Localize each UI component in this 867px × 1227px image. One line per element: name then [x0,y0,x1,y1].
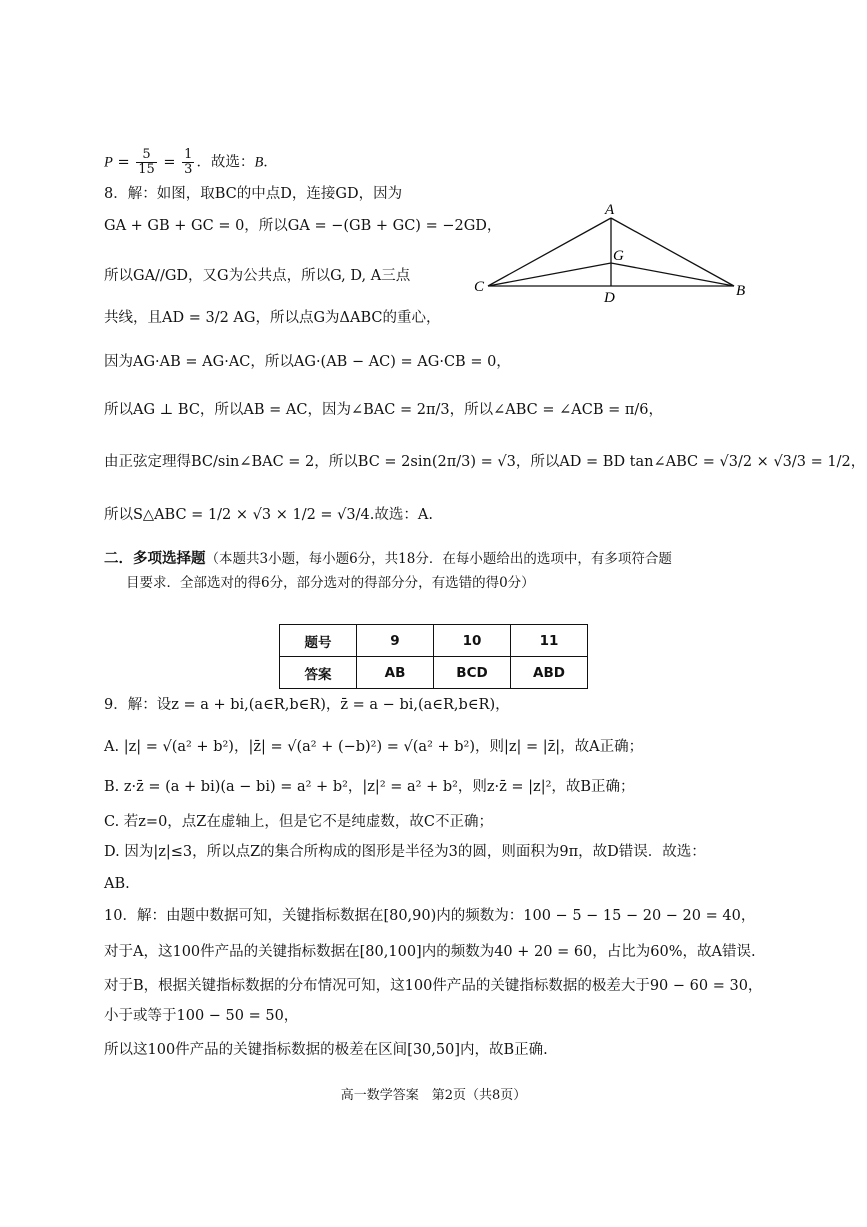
q8-sine-rule: 由正弦定理得BC/sin∠BAC = 2，所以BC = 2sin(2π/3) = √3，所以AD = BD tan∠ABC = √3/2 × √3/3 = 1/2， [104,454,866,470]
q8-vector-sum: GA + GB + GC = 0，所以GA = −(GB + GC) = −2GD， [104,218,502,234]
answer-table [279,624,588,689]
table-row [280,625,588,657]
q9-option-b: B. z·z̄ = (a + bi)(a − bi) = a² + b²，|z|² = a² + b²，则z·z̄ = |z|²，故B正确； [104,779,635,795]
q8-dot-product: 因为AG·AB = AG·AC，所以AG·(AB − AC) = AG·CB = 0， [104,354,511,370]
q10-intro: 10．解：由题中数据可知，关键指标数据在[80,90)内的频数为：100 − 5 − 15 − 20 − 20 = 40， [104,908,756,924]
label-d: D [604,290,615,306]
q9-intro: 9．解：设z = a + bi,(a∈R,b∈R)，z̄ = a − bi,(a∈R,b∈R)， [104,697,510,713]
table-cell: 11 [511,625,588,657]
q9-option-c: C. 若z=0，点Z在虚轴上，但是它不是纯虚数，故C不正确； [104,814,493,830]
table-row [280,657,588,689]
q8-angles: 所以AG ⊥ BC，所以AB = AC，因为∠BAC = 2π/3，所以∠ABC = ∠ACB = π/6， [104,402,663,418]
q8-centroid: 共线，且AD = 3/2 AG，所以点G为ΔABC的重心， [104,310,441,326]
table-cell: 10 [434,625,511,657]
section2-header [104,549,672,569]
q8-parallel: 所以GA//GD，又G为公共点，所以G, D, A三点 [104,268,411,284]
label-a: A [605,202,615,218]
section2-note: （本题共3小题，每小题6分，共18分．在每小题给出的选项中，有多项符合题 [205,551,672,567]
section2-note-cont: 目要求．全部选对的得6分，部分选对的得部分分，有选错的得0分） [126,575,535,591]
q9-option-d: D. 因为|z|≤3，所以点Z的集合所构成的图形是半径为3的圆，则面积为9π，故D错误．故选： [104,844,706,860]
label-b: B [736,283,746,299]
table-cell: AB [357,657,434,689]
line-probability: P = $\frac{5}{15}$ = $\frac{1}{3}$ ．故选：B． [104,147,278,177]
triangle-figure [466,198,756,308]
table-cell: 9 [357,625,434,657]
q8-area: 所以S△ABC = 1/2 × √3 × 1/2 = √3/4.故选：A. [104,507,433,523]
table-cell: 答案 [280,657,357,689]
q10-range: 小于或等于100 − 50 = 50， [104,1008,299,1024]
q10-conclusion: 所以这100件产品的关键指标数据的极差在区间[30,50]内，故B正确. [104,1042,548,1058]
page-footer: 高一数学答案 第2页（共8页） [340,1088,527,1103]
label-g: G [613,248,624,264]
q10-option-b: 对于B，根据关键指标数据的分布情况可知，这100件产品的关键指标数据的极差大于90 − 60 = 30， [104,978,763,994]
section2-title: 二．多项选择题 [104,551,206,567]
q8-intro: 8．解：如图，取BC的中点D，连接GD，因为 [104,186,403,202]
table-cell: BCD [434,657,511,689]
label-c: C [474,279,485,295]
table-cell: 题号 [280,625,357,657]
q9-option-a: A. |z| = √(a² + b²)，|z̄| = √(a² + (−b)²) = √(a² + b²)，则|z| = |z̄|，故A正确； [104,739,644,755]
q9-answer: AB. [104,876,130,892]
table-cell: ABD [511,657,588,689]
q10-option-a: 对于A，这100件产品的关键指标数据在[80,100]内的频数为40 + 20 = 60，占比为60%，故A错误. [104,944,756,960]
